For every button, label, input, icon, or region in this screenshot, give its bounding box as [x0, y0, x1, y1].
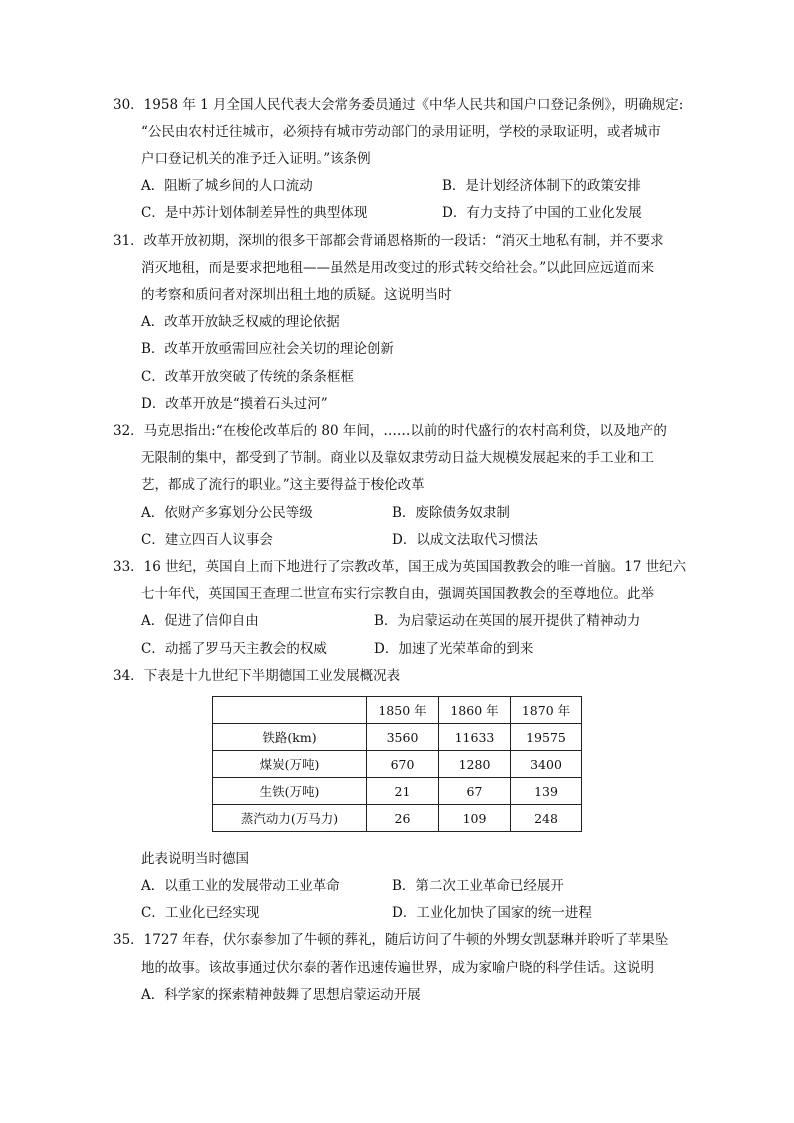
table-header-cell: 1870 年 [511, 697, 582, 724]
table-header-cell: 1850 年 [367, 697, 439, 724]
table-header-cell: 1860 年 [439, 697, 511, 724]
table-cell: 3400 [511, 751, 582, 778]
q34-option-a[interactable]: A．以重工业的发展带动工业革命 [141, 878, 340, 894]
table-cell: 248 [511, 805, 582, 832]
q35-line-1: 35．1727 年春，伏尔泰参加了牛顿的葬礼，随后访问了牛顿的外甥女凯瑟琳并聆听了苹果坠 [113, 932, 669, 948]
q30-option-d[interactable]: D．有力支持了中国的工业化发展 [442, 205, 642, 221]
table-cell: 蒸汽动力(万马力) [213, 805, 367, 832]
q33-option-b[interactable]: B．为启蒙运动在英国的展开提供了精神动力 [374, 613, 641, 629]
q31-option-a[interactable]: A．改革开放缺乏权威的理论依据 [141, 314, 340, 330]
q32-line-3: 艺，都成了流行的职业。”这主要得益于梭伦改革 [141, 477, 425, 493]
q31-option-c[interactable]: C．改革开放突破了传统的条条框框 [141, 369, 354, 385]
table-row [213, 724, 582, 751]
table-cell: 3560 [367, 724, 439, 751]
q34-option-b[interactable]: B．第二次工业革命已经展开 [392, 878, 564, 894]
q32-line-2: 无限制的集中，都受到了节制。商业以及靠奴隶劳动日益大规模发展起来的手工业和工 [141, 450, 654, 466]
q32-option-a[interactable]: A．依财产多寡划分公民等级 [141, 505, 313, 521]
table-cell: 21 [367, 778, 439, 805]
q32-option-b[interactable]: B．废除债务奴隶制 [392, 505, 510, 521]
q33-option-c[interactable]: C．动摇了罗马天主教会的权威 [141, 641, 327, 657]
q33-line-1: 33．16 世纪，英国自上而下地进行了宗教改革，国王成为英国国教教会的唯一首脑。17 世纪六 [113, 559, 687, 575]
q31-option-d[interactable]: D．改革开放是“摸着石头过河” [141, 396, 328, 412]
q30-line-3: 户口登记机关的准予迁入证明。”该条例 [141, 151, 371, 167]
table-cell: 109 [439, 805, 511, 832]
table-cell: 生铁(万吨) [213, 778, 367, 805]
q30-line-1: 30．1958 年 1 月全国人民代表大会常务委员通过《中华人民共和国户口登记条例》，明确规定: [113, 97, 684, 113]
q30-option-c[interactable]: C．是中苏计划体制差异性的典型体现 [141, 205, 368, 221]
table-row [213, 778, 582, 805]
q31-line-3: 的考察和质问者对深圳出租土地的质疑。这说明当时 [141, 287, 452, 303]
q31-option-b[interactable]: B．改革开放亟需回应社会关切的理论创新 [141, 341, 394, 357]
industry-table [212, 696, 582, 832]
table-cell: 11633 [439, 724, 511, 751]
q33-line-2: 七十年代，英国国王查理二世宣布实行宗教自由，强调英国国教教会的至尊地位。此举 [141, 586, 654, 602]
q34-option-d[interactable]: D．工业化加快了国家的统一进程 [392, 905, 592, 921]
q34-after-table: 此表说明当时德国 [141, 851, 249, 867]
table-cell: 煤炭(万吨) [213, 751, 367, 778]
q35-option-a[interactable]: A．科学家的探索精神鼓舞了思想启蒙运动开展 [141, 987, 421, 1003]
q31-line-1: 31．改革开放初期，深圳的很多干部都会背诵恩格斯的一段话：“消灭土地私有制，并不要求 [113, 233, 664, 249]
q32-line-1: 32．马克思指出:“在梭伦改革后的 80 年间，……以前的时代盛行的农村高利贷，以及地产的 [113, 423, 667, 439]
q30-line-2: “公民由农村迁往城市，必须持有城市劳动部门的录用证明，学校的录取证明，或者城市 [141, 124, 661, 140]
q32-option-d[interactable]: D．以成文法取代习惯法 [392, 532, 538, 548]
q34-option-c[interactable]: C．工业化已经实现 [141, 905, 260, 921]
q33-option-a[interactable]: A．促进了信仰自由 [141, 613, 259, 629]
q34-stem: 34．下表是十九世纪下半期德国工业发展概况表 [113, 668, 401, 684]
table-cell: 1280 [439, 751, 511, 778]
table-cell: 26 [367, 805, 439, 832]
table-header-cell [213, 697, 367, 724]
q30-option-a[interactable]: A．阻断了城乡间的人口流动 [141, 178, 313, 194]
table-cell: 67 [439, 778, 511, 805]
table-header-row [213, 697, 582, 724]
q30-option-b[interactable]: B．是计划经济体制下的政策安排 [442, 178, 641, 194]
table-cell: 铁路(km) [213, 724, 367, 751]
q32-option-c[interactable]: C．建立四百人议事会 [141, 532, 273, 548]
table-row [213, 751, 582, 778]
table-cell: 19575 [511, 724, 582, 751]
q33-option-d[interactable]: D．加速了光荣革命的到来 [374, 641, 534, 657]
table-cell: 139 [511, 778, 582, 805]
q35-line-2: 地的故事。该故事通过伏尔泰的著作迅速传遍世界，成为家喻户晓的科学佳话。这说明 [141, 960, 654, 976]
table-cell: 670 [367, 751, 439, 778]
table-row [213, 805, 582, 832]
q31-line-2: 消灭地租，而是要求把地租——虽然是用改变过的形式转交给社会。”以此回应远道而来 [141, 260, 655, 276]
